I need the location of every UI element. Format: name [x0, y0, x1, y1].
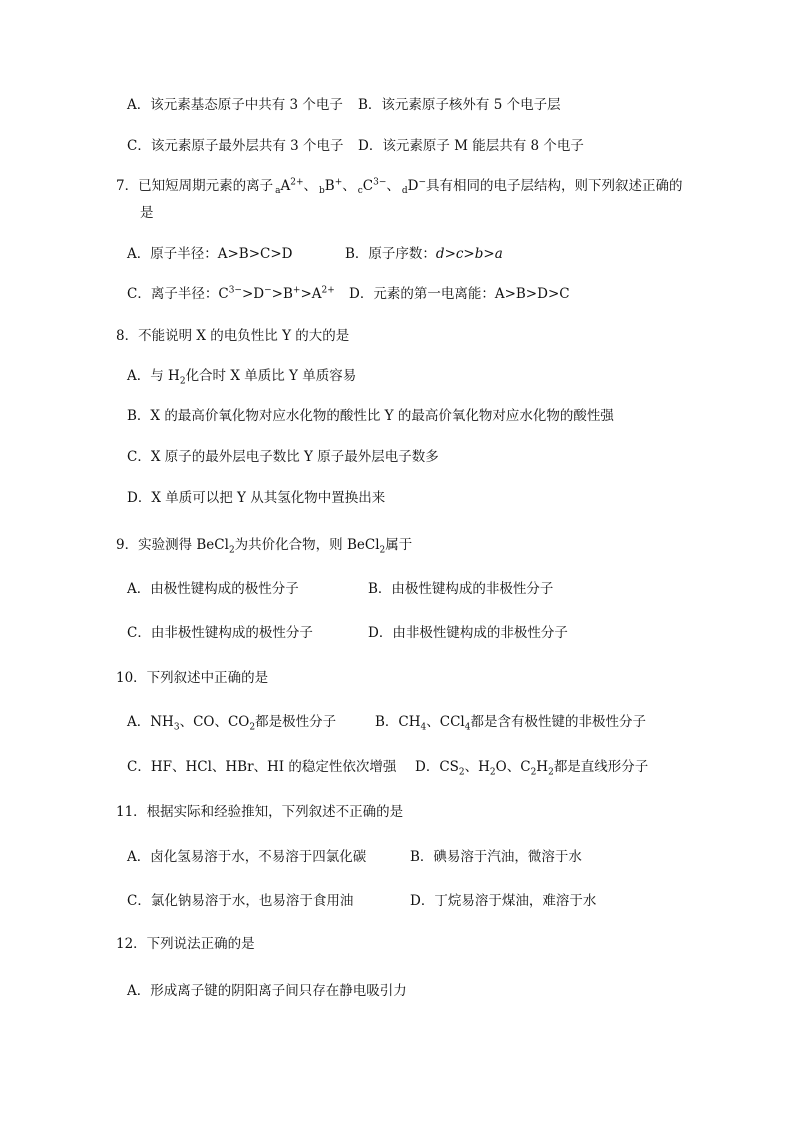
q10-option-c: C．HF、HCl、HBr、HI 的稳定性依次增强 — [127, 759, 397, 775]
q8-option-c: C．X 原子的最外层电子数比 Y 原子最外层电子数多 — [127, 449, 439, 465]
q8-option-d: D．X 单质可以把 Y 从其氢化物中置换出来 — [127, 490, 386, 506]
q10-option-b: B．$CH_4$、CCl$_4$都是含有极性键的非极性分子 — [375, 714, 646, 733]
q8-option-b: B．X 的最高价氧化物对应水化物的酸性比 Y 的最高价氧化物对应水化物的酸性强 — [127, 408, 614, 424]
q9-option-c: C．由非极性键构成的极性分子 — [127, 625, 313, 641]
q6-option-b: B．该元素原子核外有 5 个电子层 — [358, 97, 561, 113]
q12-option-a: A．形成离子键的阴阳离子间只存在静电吸引力 — [127, 983, 407, 999]
q7-stem-continued: 是 — [140, 205, 154, 221]
q7-option-b: B．原子序数：d>c>b>a — [345, 246, 503, 262]
q9-option-d: D．由非极性键构成的非极性分子 — [368, 625, 568, 641]
q11-option-a: A．卤化氢易溶于水，不易溶于四氯化碳 — [127, 849, 367, 865]
q11-option-b: B．碘易溶于汽油，微溶于水 — [410, 849, 582, 865]
q7-option-a: A．原子半径：A>B>C>D — [127, 246, 293, 262]
q10-option-d: D．$CS_2$、$H_2O$、$C_2H_2$都是直线形分子 — [415, 759, 649, 778]
q6-option-d: D．该元素原子 M 能层共有 8 个电子 — [358, 138, 584, 154]
q9-option-a: A．由极性键构成的极性分子 — [127, 581, 299, 597]
q9-option-b: B．由极性键构成的非极性分子 — [368, 581, 554, 597]
q7-stem: 7．已知短周期元素的离子 $_aA^{2+}$、 $_b$B+、 $_cC^{3-}$、 $_d$D−具有相同的电子层结构，则下列叙述正确的 — [116, 177, 683, 196]
q10-option-a: A．$NH_3$、CO、$CO_2$都是极性分子 — [127, 714, 337, 733]
q6-option-a: A．该元素基态原子中共有 3 个电子 — [127, 97, 343, 113]
q9-stem: 9．实验测得 BeCl$_2$为共价化合物，则 BeCl$_2$属于 — [116, 537, 413, 556]
q7-option-d: D．元素的第一电离能：A>B>D>C — [349, 286, 570, 302]
q8-stem: 8．不能说明 X 的电负性比 Y 的大的是 — [116, 328, 350, 344]
q7-option-c: C．离子半径：$C^{3-}>D^->B^+>A^{2+}$ — [127, 285, 335, 302]
q11-option-c: C．氯化钠易溶于水，也易溶于食用油 — [127, 893, 354, 909]
q12-stem: 12．下列说法正确的是 — [116, 936, 255, 952]
q8-option-a: A．与 $H_2$化合时 X 单质比 Y 单质容易 — [127, 368, 357, 387]
q6-option-c: C．该元素原子最外层共有 3 个电子 — [127, 138, 344, 154]
q11-option-d: D．丁烷易溶于煤油，难溶于水 — [410, 893, 597, 909]
q10-stem: 10．下列叙述中正确的是 — [116, 670, 269, 686]
q11-stem: 11．根据实际和经验推知，下列叙述不正确的是 — [116, 804, 404, 820]
